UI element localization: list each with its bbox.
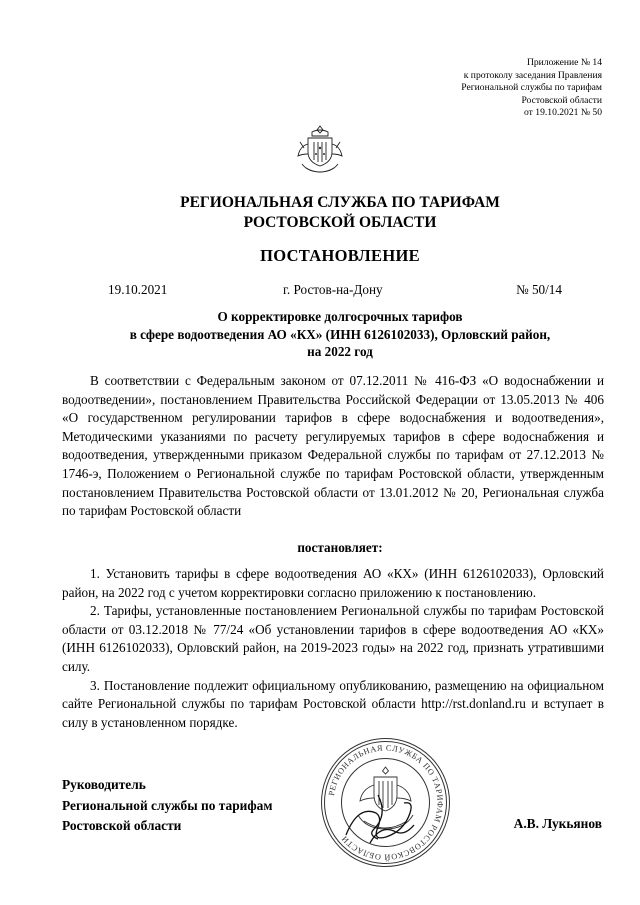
resolution-item: 1. Установить тарифы в сфере водоотведения АО «КХ» (ИНН 6126102033), Орловский район, на 2022 год с учетом корректировки согласно приложению к постановлению. (62, 566, 604, 600)
resolves-heading: постановляет: (297, 540, 383, 555)
appendix-line: от 19.10.2021 № 50 (524, 107, 602, 119)
preamble-paragraph: В соответствии с Федеральным законом от 07.12.2011 № 416-ФЗ «О водоснабжении и водоотведении», постановлением Правительства Российской Федерации от 13.05.2013 № 406 «О государственном регулировании тарифов в сфере водоснабжения и водоотведения», Методическими указаниями по расчету регулируемых тарифов в сфере водоснабжения и водоотведения, утвержденными приказом Федеральной службы по тарифам от 27.12.2013 № 1746-э, Положением о Региональной службе по тарифам Ростовской области, утвержденным постановлением Правительства Ростовской области от 13.01.2012 № 20, Региональная служба по тарифам Ростовской области (62, 373, 604, 519)
subject-line: на 2022 год (307, 344, 373, 359)
organization-line: РЕГИОНАЛЬНАЯ СЛУЖБА ПО ТАРИФАМ (180, 194, 500, 211)
subject-line: О корректировке долгосрочных тарифов (217, 309, 463, 324)
document-date: 19.10.2021 (108, 282, 168, 297)
resolution-item: 2. Тарифы, установленные постановлением Региональной службы по тарифам Ростовской области от 03.12.2018 № 77/24 «Об установлении тарифов в сфере водоотведения АО «КХ» (ИНН 6126102033), Орловский район, на 2019-2023 годы» на 2022 год, признать утратившими силу. (62, 603, 604, 674)
svg-text:РЕГИОНАЛЬНАЯ СЛУЖБА ПО ТАРИФАМ (327, 743, 445, 861)
signer-name: А.В. Лукьянов (513, 816, 602, 831)
document-number: № 50/14 (516, 282, 562, 297)
appendix-line: Приложение № 14 (526, 57, 602, 68)
document-city: г. Ростов-на-Дону (283, 282, 383, 297)
document-subject (60, 308, 620, 361)
resolution-item: 3. Постановление подлежит официальному опубликованию, размещению на официальном сайте Региональной службы по тарифам Ростовской области http://rst.donland.ru и вступает в силу в установленном порядке. (62, 677, 604, 730)
resolution-items (62, 565, 604, 732)
appendix-note (342, 57, 602, 120)
appendix-line: к протоколу заседания Правления (463, 69, 602, 81)
official-seal-icon (318, 735, 453, 870)
seal-ring-text: РЕГИОНАЛЬНАЯ СЛУЖБА ПО ТАРИФАМ РОСТОВСКОЙ ОБЛАСТИ (326, 743, 445, 862)
subject-line: в сфере водоотведения АО «КХ» (ИНН 6126102033), Орловский район, (129, 326, 551, 342)
organization-line: РОСТОВСКОЙ ОБЛАСТИ (243, 214, 437, 231)
appendix-line: Региональной службы по тарифам (461, 82, 602, 94)
signer-position (62, 775, 272, 837)
signer-position-line: Региональной службы по тарифам (62, 797, 273, 813)
organization-title (60, 193, 620, 233)
signer-position-line: Руководитель (62, 777, 146, 792)
signer-position-line: Ростовской области (62, 818, 182, 833)
document-type: ПОСТАНОВЛЕНИЕ (260, 246, 420, 265)
appendix-line: Ростовской области (521, 94, 602, 106)
coat-of-arms-icon (292, 120, 348, 178)
